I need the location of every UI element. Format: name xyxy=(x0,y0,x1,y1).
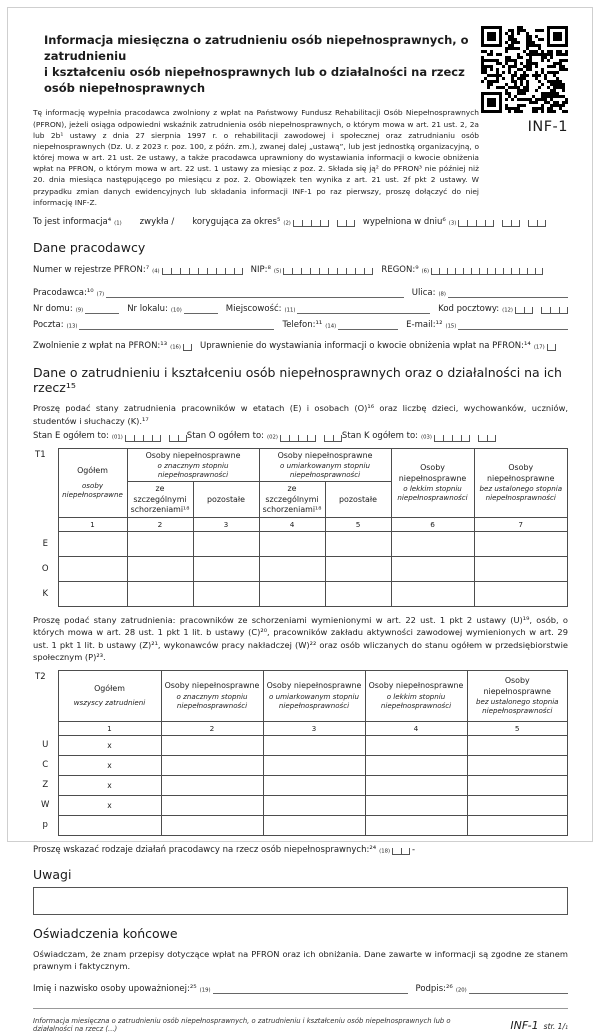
t1-col1-sub: osoby niepełnosprawne xyxy=(62,481,123,500)
t2-cell-C4[interactable] xyxy=(365,755,467,775)
employer-section-heading: Dane pracodawcy xyxy=(33,240,146,256)
t2-number-row: 1 2 3 4 5 xyxy=(33,721,568,735)
t1-group2-title: Osoby niepełnosprawne xyxy=(277,450,373,460)
form-inf-1 xyxy=(33,24,568,1033)
t1-col7-title: Osoby niepełnosprawne xyxy=(487,463,555,483)
signature-line xyxy=(33,983,568,994)
stan-k-label: Stan K ogółem to: xyxy=(341,431,419,442)
t2-cell-W3[interactable] xyxy=(263,795,365,815)
field-pos-11: (11) xyxy=(284,307,296,314)
actions-label: Proszę wskazać rodzaje działań pracodawcy na rzecz osób niepełnosprawnych:²⁴ xyxy=(33,844,377,855)
t1-row-label-E: E xyxy=(42,539,48,550)
field-pos-4: (4) xyxy=(152,268,160,275)
t2-cell-C1[interactable]: x xyxy=(58,755,161,775)
t2-cell-C5[interactable] xyxy=(467,755,568,775)
table-t2 xyxy=(33,670,568,836)
form-header xyxy=(33,24,568,208)
stan-e-field-int[interactable] xyxy=(125,435,161,442)
t2-row-W xyxy=(33,795,568,815)
post-field[interactable] xyxy=(79,319,274,330)
authorized-person-field[interactable] xyxy=(213,983,408,994)
t2-row-P xyxy=(33,815,568,835)
signature-label: Podpis:²⁶ xyxy=(415,983,453,994)
field-pos-18: (18) xyxy=(379,848,391,855)
t1-cell-E7[interactable] xyxy=(474,532,567,557)
form-title-line1: Informacja miesięczna o zatrudnieniu osób niepełnosprawnych, o zatrudnieniu xyxy=(44,33,469,64)
t2-cell-P4[interactable] xyxy=(365,815,467,835)
t1-group1-header xyxy=(127,448,259,482)
t2-cell-U1[interactable]: x xyxy=(58,735,161,755)
totals-line xyxy=(33,431,568,441)
form-code-label: INF-1 xyxy=(527,119,568,135)
field-pos-14: (14) xyxy=(325,323,337,330)
t1-cell-K2[interactable] xyxy=(127,582,193,607)
field-pos-3: (3) xyxy=(448,220,457,227)
t2-cell-W4[interactable] xyxy=(365,795,467,815)
form-title xyxy=(33,32,479,96)
t2-cell-W1[interactable]: x xyxy=(58,795,161,815)
t1-col1-title: Ogółem xyxy=(77,465,108,475)
field-pos-12: (12) xyxy=(502,307,513,314)
t1-number-row: 1 2 3 4 5 6 7 xyxy=(33,518,568,532)
actions-field[interactable] xyxy=(392,848,410,855)
period-month-field[interactable] xyxy=(337,220,355,227)
t2-row-label-C: C xyxy=(42,760,49,771)
t2-cell-Z5[interactable] xyxy=(467,775,568,795)
t2-col1-title: Ogółem xyxy=(94,684,125,694)
stan-o-label: Stan O ogółem to: xyxy=(186,431,265,442)
t1-cell-K4[interactable] xyxy=(259,582,325,607)
t2-col1-header xyxy=(58,670,161,721)
form-instructions: Tę informację wypełnia pracodawca zwolniony z wpłat na Państwowy Fundusz Rehabilitacji Osób Niepełnosprawnych (PFRON), jeżeli osiąga odpowiedni wskaźnik zatrudnienia osób niepełnosprawnych, o którym mowa w art. 21 ust. 2, 2a lub 2b¹ ustawy z dnia 27 sierpnia 1997 r. o rehabilitacji zawodowej i społecznej oraz zatrudnianiu osób niepełnosprawnych (Dz. U. z 2023 r. poz. 100, z późn. zm.), zwanej dalej „ustawą”, lub jest jednostką organizacyjną, o której mowa w art. 21 ust. 2e ustawy, a także pracodawca uprawniony do wystawiania informacji o kwocie obniżenia wpłat na PFRON, o którym mowa w art. 22 ust. 1 ustawy za miesiąc z poz. 2. Składa się ją² do PFRON³ nie później niż 20. dnia miesiąca następującego po miesiącu z poz. 2. Obowiązek ten wynika z art. 21 ust. 2f pkt 2 ustawy. W przypadku zmian danych ewidencyjnych lub składania informacji INF-1 po raz pierwszy, proszę dołączyć do niej informację INF-Z. xyxy=(33,108,479,207)
t2-note: Proszę podać stany zatrudnienia: pracowników ze schorzeniami wymienionymi w art. 22 ust. 1 pkt 2 ustawy (U)¹⁹, osób, o których mowa w art. 28 ust. 1 pkt 1 lit. b ustawy (C)²⁰, pracowników zakładu aktywności zawodowej wymienionych w art. 29 ust. 1 pkt 1 lit. b ustawy (Z)²¹, wykonawców pracy nakładczej (W)²² oraz osób wliczanych do stanu ogółem w przedsiębiorstwie społecznym (P)²³. xyxy=(33,615,568,663)
field-pos-20: (20) xyxy=(455,987,467,994)
t2-col2-header: Osoby niepełnosprawne o znacznym stopniu niepełnosprawności xyxy=(161,670,263,721)
city-field[interactable] xyxy=(297,303,430,314)
city-label: Miejscowość: xyxy=(225,304,282,315)
field-pos-6: (6) xyxy=(421,268,430,275)
t2-col5-header: Osoby niepełnosprawne bez ustalonego stopnia niepełnosprawności xyxy=(467,670,568,721)
stan-o-field-int[interactable] xyxy=(280,435,316,442)
employment-note: Proszę podać stany zatrudnienia pracowników w etatach (E) i osobach (O)¹⁶ oraz liczbę dzieci, wychowanków, uczniów, studentów i słuchaczy (K).¹⁷ xyxy=(33,403,568,426)
t1-row-label-K: K xyxy=(42,589,49,600)
t2-cell-Z1[interactable]: x xyxy=(58,775,161,795)
employer-address-line xyxy=(33,303,568,314)
t1-col5-header: pozostałe xyxy=(325,482,391,518)
filled-month-field[interactable] xyxy=(502,220,520,227)
field-pos-16: (16) xyxy=(170,344,181,351)
phone-field[interactable] xyxy=(338,319,398,330)
t1-cell-E4[interactable] xyxy=(259,532,325,557)
t2-cell-U5[interactable] xyxy=(467,735,568,755)
footer-page-number: str. 1/₁ xyxy=(543,1021,568,1031)
t1-cell-E6[interactable] xyxy=(391,532,474,557)
t1-cell-E2[interactable] xyxy=(127,532,193,557)
pfron-number-label: Numer w rejestrze PFRON:⁷ xyxy=(33,265,150,276)
t2-col4-header: Osoby niepełnosprawne o lekkim stopniu niepełnosprawności xyxy=(365,670,467,721)
t1-col6-header xyxy=(391,448,474,518)
flat-no-field[interactable] xyxy=(184,303,218,314)
t1-cell-E1[interactable] xyxy=(58,532,127,557)
field-pos-2: (2) xyxy=(283,220,291,227)
t1-cell-E5[interactable] xyxy=(325,532,391,557)
t2-cell-C3[interactable] xyxy=(263,755,365,775)
postal-code-field-2[interactable] xyxy=(541,307,568,314)
field-pos-19: (19) xyxy=(199,987,211,994)
t1-col6-sub: o lekkim stopniu niepełnosprawności xyxy=(397,483,468,503)
t2-cell-W5[interactable] xyxy=(467,795,568,815)
actions-line xyxy=(33,845,568,855)
t2-cell-Z3[interactable] xyxy=(263,775,365,795)
field-pos-03: (03) xyxy=(421,434,432,441)
footer-text: Informacja miesięczna o zatrudnieniu osób niepełnosprawnych, o zatrudnieniu i kształceniu osób niepełnosprawnych lub o działalności na rzecz (...) xyxy=(33,1016,451,1033)
stan-e-field-dec[interactable] xyxy=(169,435,187,442)
phone-label: Telefon:¹¹ xyxy=(282,320,323,331)
t1-group2-sub: o umiarkowanym stopniu niepełnosprawności xyxy=(280,460,370,480)
t2-cell-Z4[interactable] xyxy=(365,775,467,795)
field-pos-9: (9) xyxy=(75,307,84,314)
t2-row-U xyxy=(33,735,568,755)
t1-cell-O5[interactable] xyxy=(325,557,391,582)
nip-label: NIP:⁸ xyxy=(250,265,271,276)
t1-col7-header xyxy=(474,448,567,518)
nip-field[interactable] xyxy=(283,268,373,275)
filled-label: wypełniona w dniu⁶ xyxy=(362,216,446,227)
declarations-heading: Oświadczenia końcowe xyxy=(33,925,178,941)
employer-name-field[interactable] xyxy=(106,287,404,298)
t2-cell-P3[interactable] xyxy=(263,815,365,835)
field-pos-5: (5) xyxy=(273,268,282,275)
qr-code xyxy=(481,26,568,113)
postal-code-label: Kod pocztowy: xyxy=(438,304,500,315)
period-year-field[interactable] xyxy=(293,220,329,227)
signature-field[interactable] xyxy=(469,983,568,994)
status-label: To jest informacja⁴ xyxy=(33,216,112,227)
t1-cell-E3[interactable] xyxy=(193,532,259,557)
t2-cell-P2[interactable] xyxy=(161,815,263,835)
exemption-label: Zwolnienie z wpłat na PFRON:¹³ xyxy=(33,341,168,352)
post-label: Poczta: xyxy=(33,320,64,331)
flat-no-label: Nr lokalu: xyxy=(127,304,168,315)
t1-col1-header xyxy=(58,448,127,518)
postal-code-field-1[interactable] xyxy=(515,307,533,314)
street-label: Ulica: xyxy=(411,288,436,299)
t2-row-C xyxy=(33,755,568,775)
stan-e-label: Stan E ogółem to: xyxy=(33,431,109,442)
status-line xyxy=(33,217,568,227)
t1-cell-O2[interactable] xyxy=(127,557,193,582)
employment-section-heading: Dane o zatrudnieniu i kształceniu osób niepełnosprawnych oraz o działalności na ich rzecz¹⁵ xyxy=(33,365,562,396)
field-pos-1: (1) xyxy=(114,220,122,227)
street-field[interactable] xyxy=(448,287,568,298)
regon-label: REGON:⁹ xyxy=(381,265,419,276)
t2-cell-U4[interactable] xyxy=(365,735,467,755)
t2-cell-Z2[interactable] xyxy=(161,775,263,795)
field-pos-02: (02) xyxy=(267,434,278,441)
t1-cell-K1[interactable] xyxy=(58,582,127,607)
authorized-person-label: Imię i nazwisko osoby upoważnionej:²⁵ xyxy=(33,983,197,994)
stan-k-field-int[interactable] xyxy=(434,435,470,442)
field-pos-7: (7) xyxy=(96,291,105,298)
house-no-label: Nr domu: xyxy=(33,304,73,315)
remarks-field[interactable] xyxy=(33,887,568,915)
house-no-field[interactable] xyxy=(85,303,119,314)
footer-form-code: INF-1 xyxy=(510,1018,539,1032)
employer-contact-line xyxy=(33,319,568,330)
t1-cell-O4[interactable] xyxy=(259,557,325,582)
t1-cell-K7[interactable] xyxy=(474,582,567,607)
t1-group2-header xyxy=(259,448,391,482)
stan-k-field-dec[interactable] xyxy=(478,435,496,442)
t1-cell-K3[interactable] xyxy=(193,582,259,607)
t2-cell-W2[interactable] xyxy=(161,795,263,815)
exemption-field[interactable] xyxy=(183,344,192,351)
exemption-line xyxy=(33,341,568,351)
employer-ids-line xyxy=(33,265,568,275)
t1-cell-K5[interactable] xyxy=(325,582,391,607)
t1-col7-sub: bez ustalonego stopnia niepełnosprawności xyxy=(479,483,563,503)
declaration-statement: Oświadczam, że znam przepisy dotyczące wpłat na PFRON oraz ich obniżania. Dane zawarte w informacji są zgodne ze stanem prawnym i faktycznym. xyxy=(33,948,568,972)
t2-cell-U2[interactable] xyxy=(161,735,263,755)
t2-cell-U3[interactable] xyxy=(263,735,365,755)
t2-cell-C2[interactable] xyxy=(161,755,263,775)
pfron-number-field[interactable] xyxy=(162,268,243,275)
table-t1 xyxy=(33,448,568,608)
t2-row-label-Z: Z xyxy=(42,780,49,791)
t1-col4-header: ze szczególnymi schorzeniami¹⁸ xyxy=(259,482,325,518)
field-pos-8: (8) xyxy=(438,291,446,298)
t1-row-K xyxy=(33,582,568,607)
t2-row-Z xyxy=(33,775,568,795)
form-title-line2: i kształceniu osób niepełnosprawnych lub o działalności na rzecz osób niepełnosprawnych xyxy=(44,65,465,96)
t2-row-label-W: W xyxy=(41,800,50,811)
t1-cell-K6[interactable] xyxy=(391,582,474,607)
actions-suffix: - xyxy=(412,844,416,855)
t1-row-E xyxy=(33,532,568,557)
t1-col2-header: ze szczególnymi schorzeniami¹⁸ xyxy=(127,482,193,518)
page-footer xyxy=(33,1008,568,1033)
t1-group1-sub: o znacznym stopniu niepełnosprawności xyxy=(157,460,229,480)
t2-col1-sub: wszyscy zatrudnieni xyxy=(73,698,146,708)
option-correcting[interactable]: korygująca za okres⁵ xyxy=(192,216,281,227)
t1-cell-O6[interactable] xyxy=(391,557,474,582)
entitlement-field[interactable] xyxy=(547,344,556,351)
t2-cell-P5[interactable] xyxy=(467,815,568,835)
entitlement-label: Uprawnienie do wystawiania informacji o kwocie obniżenia wpłat na PFRON:¹⁴ xyxy=(200,341,531,352)
t1-col6-title: Osoby niepełnosprawne xyxy=(398,463,467,483)
filled-year-field[interactable] xyxy=(458,220,494,227)
filled-day-field[interactable] xyxy=(528,220,546,227)
field-pos-17: (17) xyxy=(533,344,545,351)
t2-cell-P1[interactable] xyxy=(58,815,161,835)
field-pos-13: (13) xyxy=(66,323,78,330)
t2-tag: T2 xyxy=(35,672,46,683)
t1-tag: T1 xyxy=(35,450,46,461)
t1-col3-header: pozostałe xyxy=(193,482,259,518)
t1-group1-title: Osoby niepełnosprawne xyxy=(145,450,241,460)
email-field[interactable] xyxy=(458,319,568,330)
option-regular[interactable]: zwykła / xyxy=(139,216,175,227)
t1-row-label-O: O xyxy=(41,564,49,575)
t1-cell-O1[interactable] xyxy=(58,557,127,582)
t2-row-label-P: p xyxy=(42,820,48,831)
field-pos-15: (15) xyxy=(445,323,457,330)
t2-row-label-U: U xyxy=(42,740,49,751)
field-pos-10: (10) xyxy=(170,307,182,314)
regon-field[interactable] xyxy=(431,268,543,275)
t1-cell-O7[interactable] xyxy=(474,557,567,582)
email-label: E-mail:¹² xyxy=(406,320,443,331)
t2-col3-header: Osoby niepełnosprawne o umiarkowanym stopniu niepełnosprawności xyxy=(263,670,365,721)
remarks-heading: Uwagi xyxy=(33,866,72,882)
t1-cell-O3[interactable] xyxy=(193,557,259,582)
employer-name-label: Pracodawca:¹⁰ xyxy=(33,288,94,299)
t1-row-O xyxy=(33,557,568,582)
employer-name-line xyxy=(33,287,568,298)
stan-o-field-dec[interactable] xyxy=(324,435,342,442)
field-pos-01: (01) xyxy=(111,434,123,441)
